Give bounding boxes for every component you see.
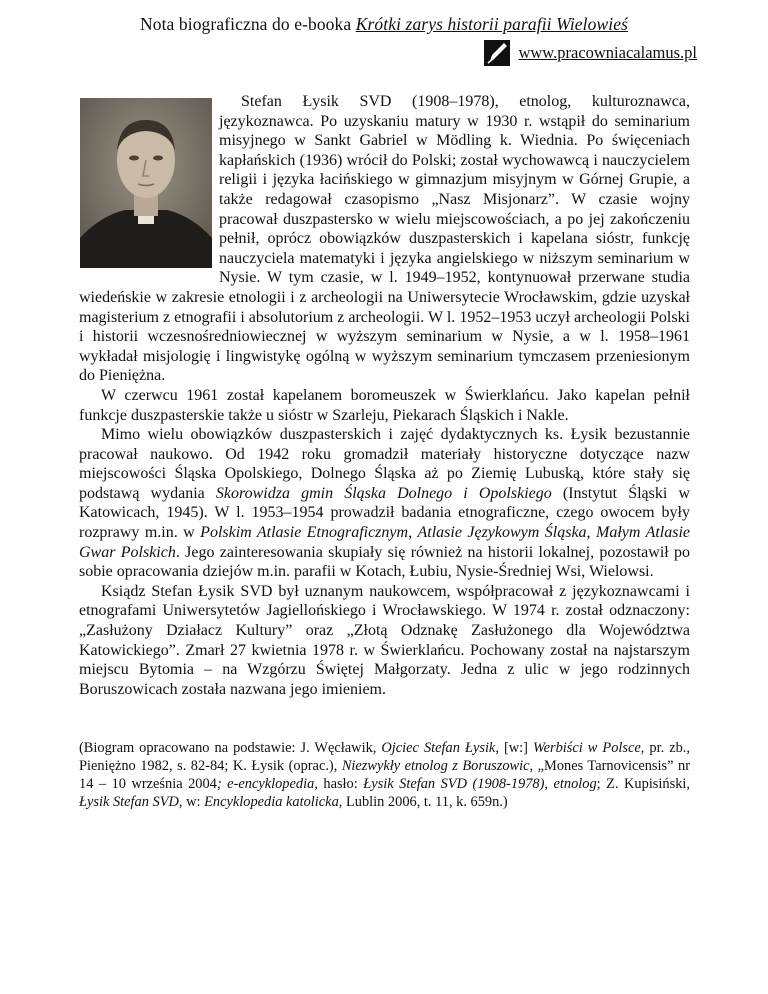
paragraph-3-part-b: (Instytut Śląski w Katowicach, 1945). W l. 1953–1954 prowadził badania etnograficzne, czego owocem były rozprawy m.in. w	[79, 484, 690, 542]
paragraph-3-title-4: Małym Atlasie Gwar Polskich	[79, 524, 690, 561]
paragraph-3	[79, 425, 690, 582]
ref-part-3: , pr. zb., Pieniężno 1982, s. 82-84; K. Łysik (oprac.),	[79, 740, 690, 774]
paragraph-3-title-2: Polskim Atlasie Etnograficznym	[200, 524, 409, 542]
calamus-pen-logo-icon	[484, 40, 510, 66]
header-book-title: Krótki zarys historii parafii Wielowieś	[355, 14, 628, 34]
ref-title-6: Łysik Stefan SVD	[79, 794, 179, 810]
website-link[interactable]: www.pracowniacalamus.pl	[518, 43, 697, 62]
header-prefix: Nota biograficzna do e-booka	[140, 14, 356, 34]
site-row	[484, 40, 697, 66]
ref-title-7: Encyklopedia katolicka	[204, 794, 339, 810]
ref-title-4: ; e-encyklopedia	[216, 776, 315, 792]
paragraph-4: Ksiądz Stefan Łysik SVD był uznanym naukowcem, współpracował z językoznawcami i etnografami Uniwersytetów Jagiellońskiego i Wrocławskiego. W 1974 r. został odznaczony: „Zasłużony Działacz Kultury” oraz „Złotą Odznakę Zasłużonego dla Województwa Katowickiego”. Zmarł 27 kwietnia 1978 r. w Świerklańcu. Pochowany został na najstarszym miejscu Bytomia – na Wzgórzu Świętej Małgorzaty. Jedna z ulic w jego rodzinnych Boruszowicach została nazwana jego imieniem.	[79, 582, 690, 698]
ref-part-7: , w:	[178, 794, 205, 810]
paragraph-2: W czerwcu 1961 został kapelanem boromeuszek w Świerklańcu. Jako kapelan pełnił funkcje duszpasterskie także u sióstr w Szarleju, Piekarach Śląskich i Nakle.	[79, 386, 690, 424]
paragraph-3-part-a: Mimo wielu obowiązków duszpasterskich i zajęć dydaktycznych ks. Łysik bezustannie pracował naukowo. Od 1942 roku gromadził materiały historyczne dotyczące nazw miejscowości Śląska Opolskiego, Dolnego Śląska aż po Ziemię Lubuską, które stały się podstawą wydania	[79, 426, 690, 502]
ref-part-8: , Lublin 2006, t. 11, k. 659n.)	[338, 794, 508, 810]
ref-title-2: Werbiści w Polsce	[532, 740, 641, 756]
ref-part-6: ; Z. Kupisiński,	[596, 776, 690, 792]
ref-part-2: , [w:]	[495, 740, 533, 756]
ref-title-3: Niezwykły etnolog z Boruszowic	[341, 758, 530, 774]
photo-float-spacer	[79, 92, 219, 269]
ref-part-1: (Biogram opracowano na podstawie: J. Węcławik,	[79, 740, 382, 756]
ref-title-1: Ojciec Stefan Łysik	[381, 740, 496, 756]
paragraph-3-title-1: Skorowidza gmin Śląska Dolnego i Opolskiego	[215, 484, 552, 502]
paragraph-3-part-c: ,	[408, 524, 418, 542]
biography-text	[79, 92, 690, 699]
paragraph-3-title-3: Atlasie Językowym Śląska	[417, 524, 587, 542]
ref-part-5: , hasło:	[314, 776, 364, 792]
ref-title-5: Łysik Stefan SVD (1908-1978), etnolog	[363, 776, 597, 792]
ref-part-4: , „Mones Tarnovicensis” nr 14 – 10 września 2004	[79, 758, 690, 792]
paragraph-1: Stefan Łysik SVD (1908–1978), etnolog, kulturoznawca, językoznawca. Po uzyskaniu matury w 1930 r. wstąpił do seminarium misyjnego w Sankt Gabriel w Mödling k. Wiednia. Po święceniach kapłańskich (1936) wrócił do Polski; został wychowawcą i nauczycielem religii i języka łacińskiego w gimnazjum misyjnym w Górnej Grupie, a także redagował czasopismo „Nasz Misjonarz”. W czasie wojny pracował duszpastersko w wielu miejscowościach, a po jej zakończeniu pełnił, oprócz obowiązków duszpasterskich i kapelana sióstr, funkcję nauczyciela matematyki i języka angielskiego w niższym seminarium w Nysie. W tym czasie, w l. 1949–1952, kontynuował przerwane studia wiedeńskie w zakresie etnologii i z archeologii na Uniwersytecie Wrocławskim, gdzie uzyskał magisterium z etnografii i absolutorium z archeologii. W l. 1952–1953 uczył archeologii Polski i historii wczesnośredniowiecznej w wyższym seminarium w Nysie, a w l. 1958–1961 wykładał misjologię i lingwistykę ogólną w wyższym seminarium tymczasem przeniesionym do Pieniężna.	[79, 93, 690, 385]
references	[79, 739, 690, 811]
paragraph-3-part-e: . Jego zainteresowania skupiały się również na historii lokalnej, pozostawił po sobie opracowania dziejów m.in. parafii w Kotach, Łubiu, Nysie-Średniej Wsi, Wielowsi.	[79, 543, 691, 581]
paragraph-3-part-d: ,	[586, 524, 596, 542]
document-header	[0, 14, 768, 35]
